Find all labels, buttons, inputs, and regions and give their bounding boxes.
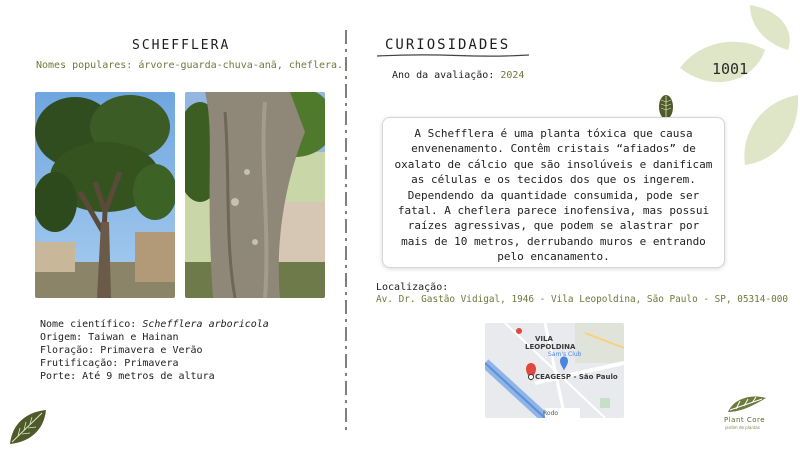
detail-origin: Origem: Taiwan e Hainan — [40, 332, 179, 343]
map-poi-1: Sam's Club — [548, 351, 582, 358]
title-underline — [377, 53, 529, 58]
map-pin-small-icon — [516, 328, 522, 334]
detail-scientific-name: Nome científico: Schefflera arboricola — [40, 319, 269, 330]
curiosities-title: CURIOSIDADES — [385, 37, 511, 53]
tree-trunk-photo — [185, 92, 325, 298]
section-divider — [344, 30, 348, 430]
curiosity-text: A Schefflera é uma planta tóxica que causa envenenamento. Contêm cristais “afiados” de oxalato de cálcio que são insolúveis e danificam as células e os tecidos dos que os ingerem. Dependendo da quantidade consumida, pode ser fatal. A cheflera parece inofensiva, mas possui raízes agressivas, que podem se alastrar por mais de 10 metros, derrubando muros e entrando pelo encanamento. — [394, 127, 713, 264]
map-neighborhood-line2: LEOPOLDINA — [525, 343, 576, 351]
address: Av. Dr. Gastão Vidigal, 1946 - Vila Leopoldina, São Paulo - SP, 05314-000 — [376, 294, 789, 305]
logo-name: Plant Core — [724, 416, 766, 424]
curiosity-card — [382, 117, 725, 268]
plant-core-logo-icon — [726, 392, 768, 416]
tree-canopy-photo — [35, 92, 175, 298]
plant-details — [40, 318, 269, 383]
leaf-decoration-bottom-left — [8, 408, 48, 446]
plant-title: SCHEFFLERA — [132, 38, 231, 53]
detail-flowering: Floração: Primavera e Verão — [40, 345, 203, 356]
logo-tagline: jardim de plantas — [725, 425, 760, 430]
evaluation-year: Ano da avaliação: 2024 — [392, 70, 525, 81]
map-street: Rodo — [543, 410, 559, 417]
map-neighborhood-line1: VILA — [535, 335, 553, 343]
location-label: Localização: — [376, 282, 449, 293]
map-poi-2: CEAGESP - São Paulo — [535, 373, 618, 381]
detail-fruiting: Frutificação: Primavera — [40, 358, 179, 369]
detail-size: Porte: Até 9 metros de altura — [40, 371, 215, 382]
evaluation-id: 1001 — [712, 60, 749, 78]
popular-names: Nomes populares: árvore-guarda-chuva-anã, cheflera. — [36, 60, 344, 71]
location-map[interactable] — [485, 323, 624, 418]
